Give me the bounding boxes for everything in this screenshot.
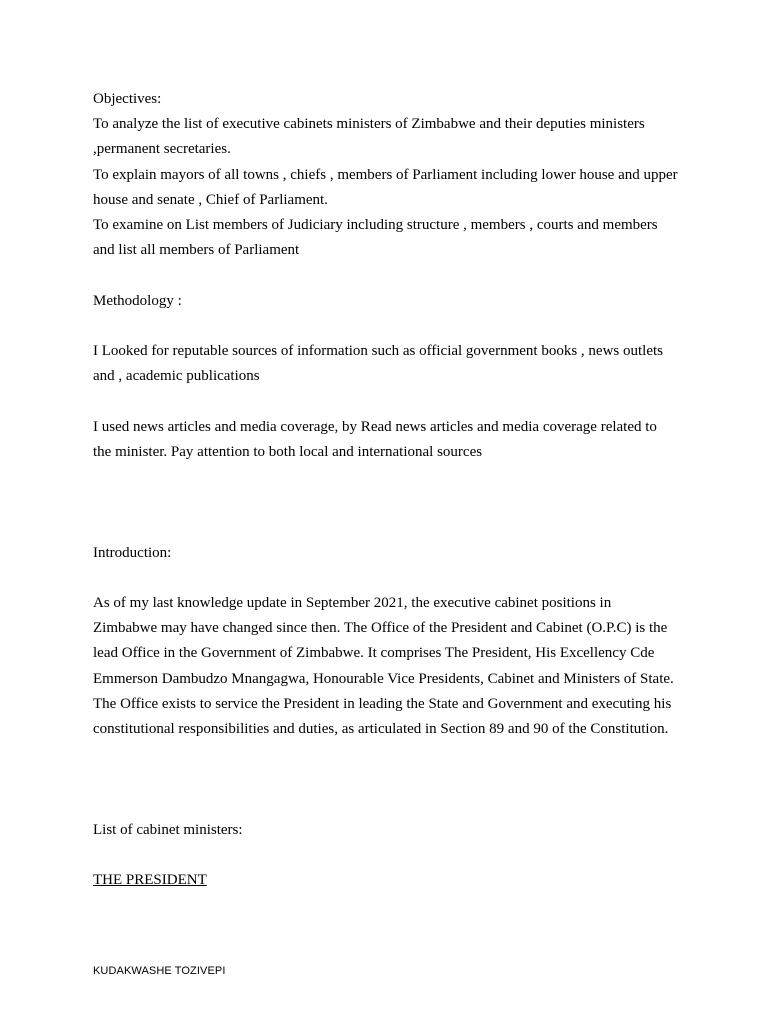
introduction-heading: Introduction: [93,544,172,561]
spacer [93,389,678,414]
document-body [93,87,678,893]
spacer [93,566,678,591]
methodology-heading: Methodology : [93,292,182,309]
objective-item: To analyze the list of executive cabinets ministers of Zimbabwe and their deputies ministers ,permanent secretaries. [93,116,645,158]
president-subheading: THE PRESIDENT [93,872,207,889]
spacer [93,843,678,868]
objectives-heading: Objectives: [93,91,162,107]
methodology-paragraph: I used news articles and media coverage, by Read news articles and media coverage related to the minister. Pay attention to both local and international sources [93,418,657,460]
spacer [93,465,678,541]
introduction-body: As of my last knowledge update in September 2021, the executive cabinet positions in Zimbabwe may have changed since then. The Office of the President and Cabinet (O.P.C) is the lead Office in the Government of Zimbabwe. It comprises The President, His Excellency Cde Emmerson Dambudzo Mnangagwa, Honourable Vice Presidents, Cabinet and Ministers of State. The Office exists to service the President in leading the State and Government and executing his constitutional responsibilities and duties, as articulated in Section 89 and 90 of the Constitution. [93,594,674,737]
methodology-paragraph: I Looked for reputable sources of information such as official government books , news outlets and , academic publications [93,343,663,385]
objective-item: To examine on List members of Judiciary including structure , members , courts and members and list all members of Parliament [93,217,658,259]
cabinet-heading: List of cabinet ministers: [93,821,243,838]
spacer [93,263,678,288]
spacer [93,742,678,818]
spacer [93,314,678,339]
objective-item: To explain mayors of all towns , chiefs , members of Parliament including lower house and upper house and senate , Chief of Parliament. [93,166,678,208]
footer-author: KUDAKWASHE TOZIVEPI [93,965,226,977]
